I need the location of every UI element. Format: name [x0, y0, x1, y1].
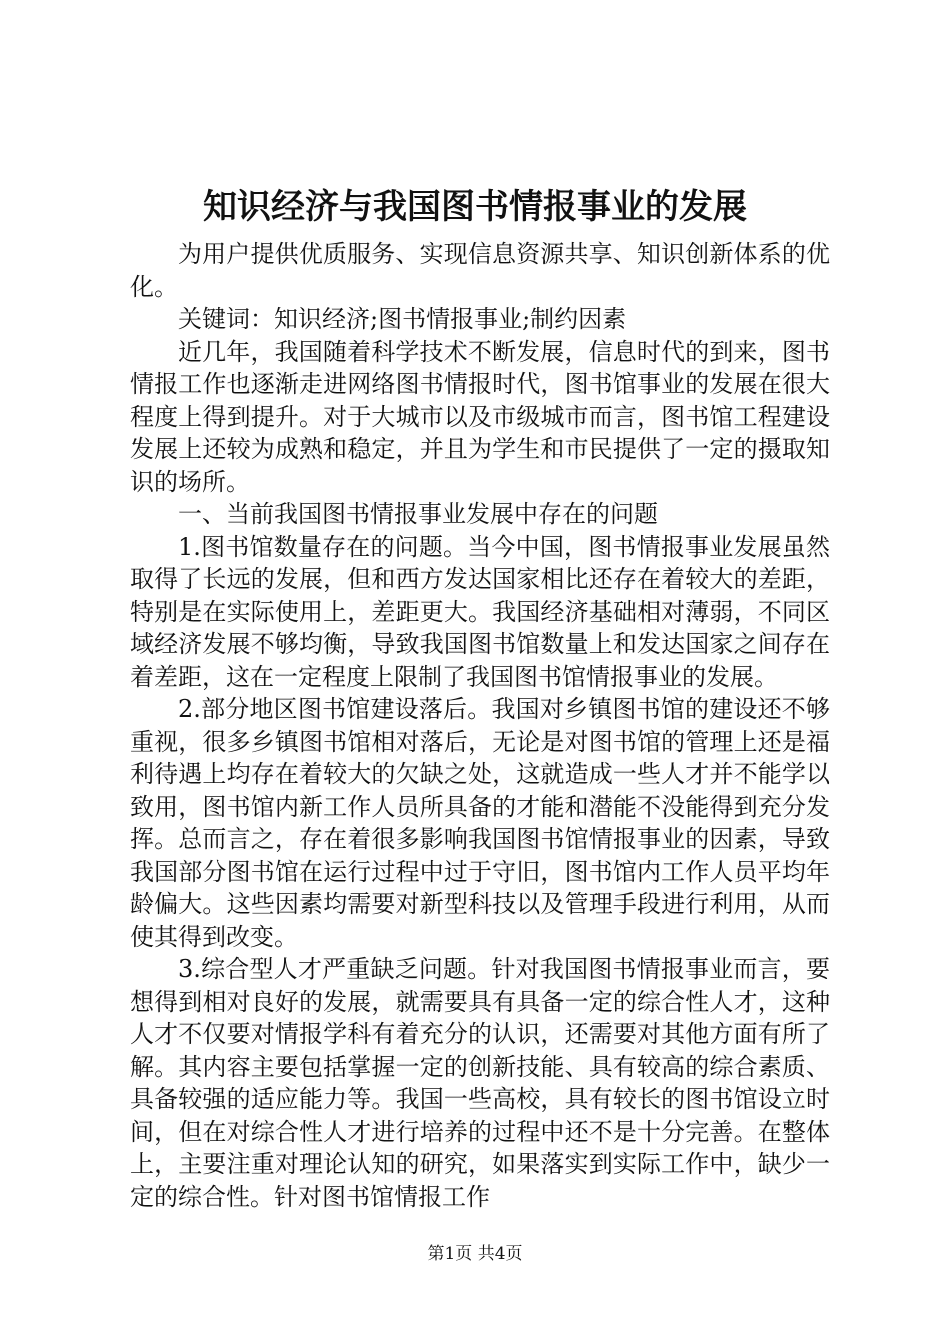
paragraph-item-1: 1.图书馆数量存在的问题。当今中国，图书情报事业发展虽然取得了长远的发展，但和西方发达国家相比还存在着较大的差距，特别是在实际使用上，差距更大。我国经济基础相对薄弱，不同区域经济发展不够均衡，导致我国图书馆数量上和发达国家之间存在着差距，这在一定程度上限制了我国图书馆情报事业的发展。	[130, 532, 830, 691]
document-title: 知识经济与我国图书情报事业的发展	[203, 187, 747, 227]
paragraph-item-2: 2.部分地区图书馆建设落后。我国对乡镇图书馆的建设还不够重视，很多乡镇图书馆相对落后，无论是对图书馆的管理上还是福利待遇上均存在着较大的欠缺之处，这就造成一些人才并不能学以致用，图书馆内新工作人员所具备的才能和潜能不没能得到充分发挥。总而言之，存在着很多影响我国图书馆情报事业的因素，导致我国部分图书馆在运行过程中过于守旧，图书馆内工作人员平均年龄偏大。这些因素均需要对新型科技以及管理手段进行利用，从而使其得到改变。	[130, 695, 830, 951]
section-heading: 一、当前我国图书情报事业发展中存在的问题	[178, 500, 658, 528]
document-body	[130, 238, 830, 1213]
page-footer: 第1页 共4页	[427, 1244, 523, 1264]
paragraph-abstract: 为用户提供优质服务、实现信息资源共享、知识创新体系的优化。	[130, 240, 830, 301]
paragraph-keywords: 关键词：知识经济;图书情报事业;制约因素	[178, 305, 627, 333]
paragraph-intro: 近几年，我国随着科学技术不断发展，信息时代的到来，图书情报工作也逐渐走进网络图书情报时代，图书馆事业的发展在很大程度上得到提升。对于大城市以及市级城市而言，图书馆工程建设发展上还较为成熟和稳定，并且为学生和市民提供了一定的摄取知识的场所。	[130, 337, 830, 496]
paragraph-item-3: 3.综合型人才严重缺乏问题。针对我国图书情报事业而言，要想得到相对良好的发展，就需要具有具备一定的综合性人才，这种人才不仅要对情报学科有着充分的认识，还需要对其他方面有所了解。其内容主要包括掌握一定的创新技能、具有较高的综合素质、具备较强的适应能力等。我国一些高校，具有较长的图书馆设立时间，但在对综合性人才进行培养的过程中还不是十分完善。在整体上，主要注重对理论认知的研究，如果落实到实际工作中，缺少一定的综合性。针对图书馆情报工作	[130, 955, 830, 1211]
